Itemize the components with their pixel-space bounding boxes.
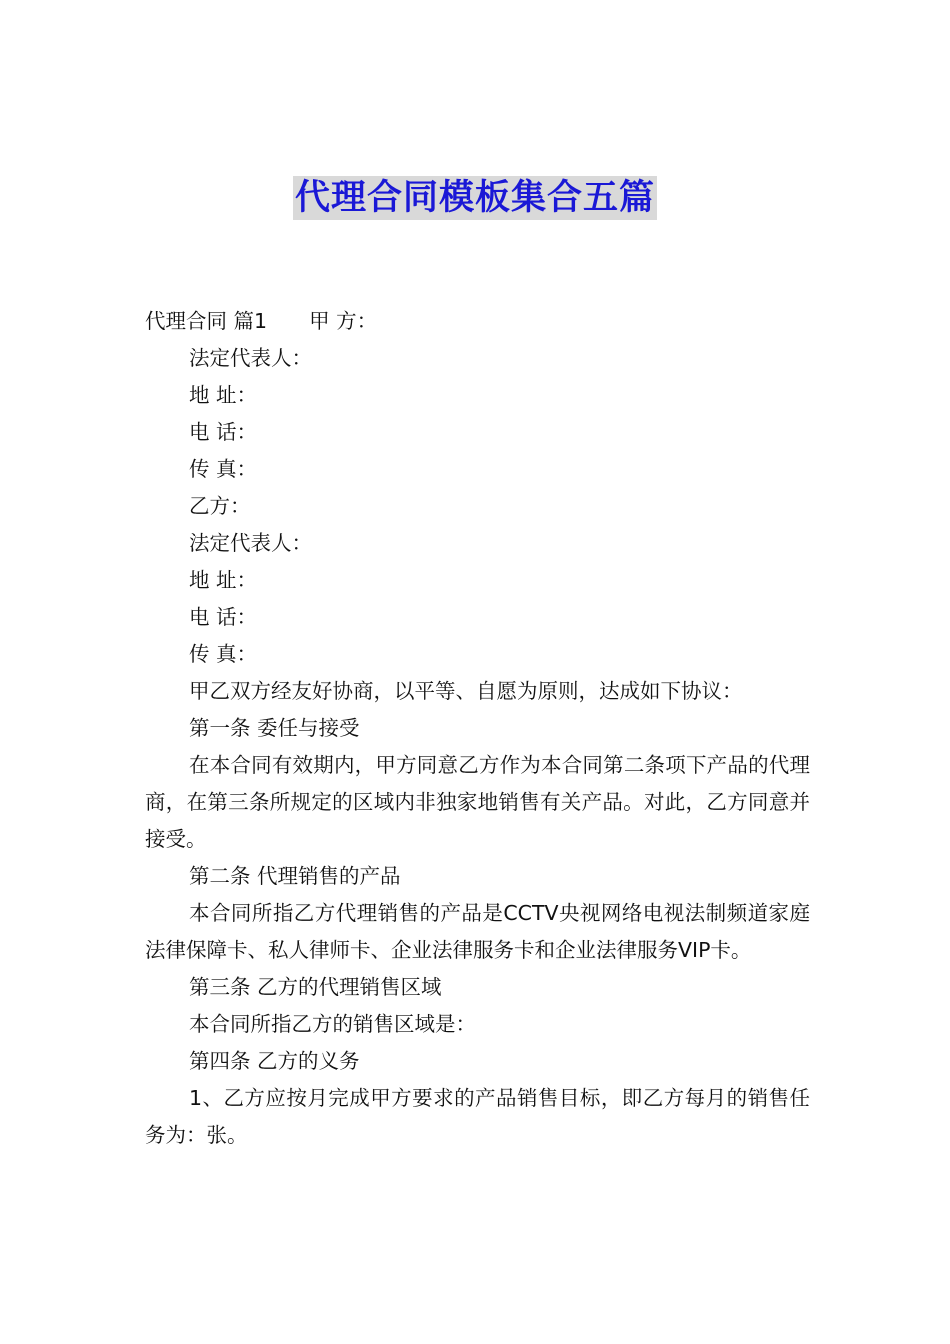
party-a-phone: 电 话： bbox=[189, 420, 258, 444]
party-a-address: 地 址： bbox=[189, 383, 258, 407]
intro-paragraph: 甲乙双方经友好协商，以平等、自愿为原则，达成如下协议： bbox=[189, 679, 743, 703]
article2-text: 本合同所指乙方代理销售的产品是CCTV央视网络电视法制频道家庭法律保障卡、私人律师卡、企业法律服务卡和企业法律服务VIP卡。 bbox=[145, 901, 810, 962]
document-title: 代理合同模板集合五篇 bbox=[294, 178, 655, 218]
article3-text: 本合同所指乙方的销售区域是： bbox=[189, 1012, 476, 1036]
article1-heading: 第一条 委任与接受 bbox=[189, 716, 360, 740]
party-b-fax: 传 真： bbox=[189, 642, 258, 666]
article2-heading: 第二条 代理销售的产品 bbox=[189, 864, 401, 888]
party-a-label: 甲 方： bbox=[309, 309, 378, 333]
party-b-legal-rep: 法定代表人： bbox=[189, 531, 312, 555]
party-a-legal-rep: 法定代表人： bbox=[189, 346, 312, 370]
party-a-fax: 传 真： bbox=[189, 457, 258, 481]
title-container bbox=[0, 176, 950, 220]
document-body bbox=[145, 303, 810, 1154]
article4-heading: 第四条 乙方的义务 bbox=[189, 1049, 360, 1073]
article4-item1: 1、乙方应按月完成甲方要求的产品销售目标，即乙方每月的销售任务为：张。 bbox=[145, 1086, 810, 1147]
party-b-address: 地 址： bbox=[189, 568, 258, 592]
party-b-phone: 电 话： bbox=[189, 605, 258, 629]
first-line bbox=[145, 303, 810, 340]
article3-heading: 第三条 乙方的代理销售区域 bbox=[189, 975, 442, 999]
article1-text: 在本合同有效期内，甲方同意乙方作为本合同第二条项下产品的代理商，在第三条所规定的区域内非独家地销售有关产品。对此，乙方同意并接受。 bbox=[145, 753, 810, 851]
party-b-label: 乙方： bbox=[189, 494, 251, 518]
contract-heading: 代理合同 篇1 bbox=[145, 309, 268, 333]
